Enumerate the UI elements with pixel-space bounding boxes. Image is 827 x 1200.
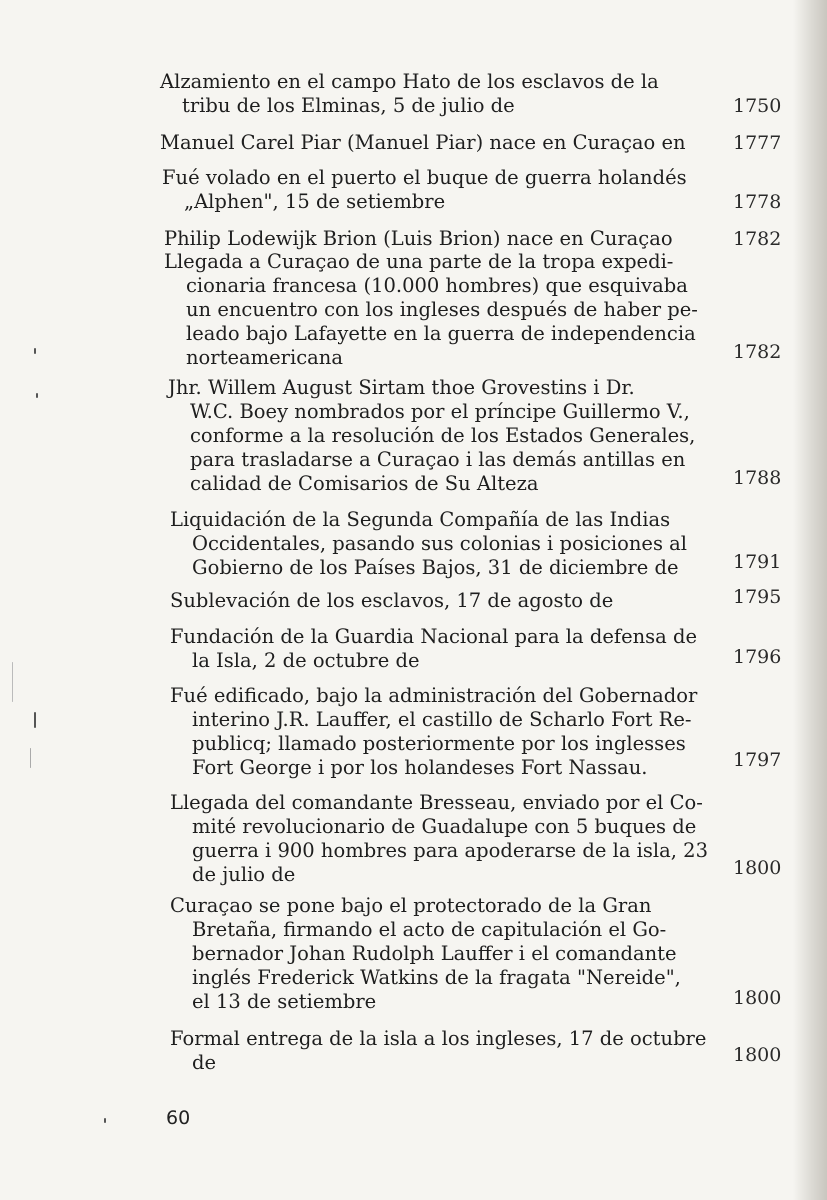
entry-line: Jhr. Willem August Sirtam thoe Grovestins i Dr. xyxy=(168,376,635,399)
entry-line: Fundación de la Guardia Nacional para la defensa de xyxy=(170,625,698,648)
margin-speck xyxy=(104,1118,106,1123)
entry-line: de xyxy=(192,1051,217,1074)
margin-speck xyxy=(36,393,38,398)
entry-line: cionaria francesa (10.000 hombres) que esquivaba xyxy=(186,274,688,297)
entry-line: Manuel Carel Piar (Manuel Piar) nace en Curaçao en xyxy=(160,131,686,154)
entry-line: Gobierno de los Países Bajos, 31 de diciembre de xyxy=(192,556,679,579)
entry-line: guerra i 900 hombres para apoderarse de la isla, 23 xyxy=(192,839,708,862)
entry-line: Llegada a Curaçao de una parte de la tropa expedi- xyxy=(164,250,674,273)
entry-line: Alzamiento en el campo Hato de los esclavos de la xyxy=(160,70,659,93)
entry-line: para trasladarse a Curaçao i las demás antillas en xyxy=(190,448,686,471)
chronology-entry xyxy=(162,166,802,214)
margin-speck xyxy=(34,712,36,728)
entry-year: 1782 xyxy=(733,341,782,363)
entry-line: Philip Lodewijk Brion (Luis Brion) nace en Curaçao xyxy=(164,227,673,250)
entry-line: el 13 de setiembre xyxy=(192,990,377,1013)
chronology-entry xyxy=(164,227,804,251)
entry-year: 1797 xyxy=(733,749,782,771)
entry-year: 1800 xyxy=(733,987,782,1009)
entry-year: 1778 xyxy=(733,191,782,213)
chronology-entry xyxy=(160,131,800,155)
entry-line: bernador Johan Rudolph Lauffer i el comandante xyxy=(192,942,677,965)
chronology-entry xyxy=(170,894,810,1014)
chronology-entry xyxy=(168,376,808,496)
entry-line: Liquidación de la Segunda Compañía de las Indias xyxy=(170,508,671,531)
chronology-entry xyxy=(170,625,810,673)
entry-line: Llegada del comandante Bresseau, enviado por el Co- xyxy=(170,791,703,814)
entry-line: Fué edificado, bajo la administración del Gobernador xyxy=(170,684,698,707)
entry-line: norteamericana xyxy=(186,346,343,369)
entry-year: 1782 xyxy=(733,228,782,250)
chronology-entry xyxy=(160,70,800,118)
chronology-entry xyxy=(170,589,810,613)
entry-line: Fué volado en el puerto el buque de guerra holandés xyxy=(162,166,687,189)
entry-line: Occidentales, pasando sus colonias i posiciones al xyxy=(192,532,688,555)
entry-year: 1788 xyxy=(733,467,782,489)
entry-line: Sublevación de los esclavos, 17 de agosto de xyxy=(170,589,614,612)
entry-line: un encuentro con los ingleses después de haber pe- xyxy=(186,298,698,321)
chronology-entry xyxy=(170,508,810,580)
entry-line: „Alphen", 15 de setiembre xyxy=(184,190,446,213)
margin-speck xyxy=(30,748,31,768)
entry-line: tribu de los Elminas, 5 de julio de xyxy=(182,94,515,117)
entry-year: 1800 xyxy=(733,1044,782,1066)
entry-line: la Isla, 2 de octubre de xyxy=(192,649,420,672)
margin-speck xyxy=(34,348,36,354)
entry-year: 1791 xyxy=(733,551,782,573)
entry-line: calidad de Comisarios de Su Alteza xyxy=(190,472,539,495)
chronology-entry xyxy=(164,250,804,370)
entry-year: 1796 xyxy=(733,646,782,668)
entry-line: W.C. Boey nombrados por el príncipe Guillermo V., xyxy=(190,400,690,423)
entry-line: Bretaña, firmando el acto de capitulación el Go- xyxy=(192,918,667,941)
entry-line: inglés Frederick Watkins de la fragata "Nereide", xyxy=(192,966,681,989)
entry-line: conforme a la resolución de los Estados Generales, xyxy=(190,424,696,447)
entry-year: 1777 xyxy=(733,132,782,154)
entry-year: 1800 xyxy=(733,857,782,879)
chronology-entry xyxy=(170,1027,810,1075)
entry-line: Fort George i por los holandeses Fort Nassau. xyxy=(192,756,648,779)
entry-line: leado bajo Lafayette en la guerra de independencia xyxy=(186,322,696,345)
entry-line: interino J.R. Lauffer, el castillo de Scharlo Fort Re- xyxy=(192,708,692,731)
entry-year: 1750 xyxy=(733,95,782,117)
margin-speck xyxy=(12,662,13,702)
entry-line: mité revolucionario de Guadalupe con 5 buques de xyxy=(192,815,697,838)
entry-line: Formal entrega de la isla a los ingleses, 17 de octubre xyxy=(170,1027,707,1050)
entry-year: 1795 xyxy=(733,586,782,608)
chronology-entry xyxy=(170,684,810,780)
entry-line: de julio de xyxy=(192,863,296,886)
chronology-entry xyxy=(170,791,810,887)
page-number: 60 xyxy=(166,1107,191,1129)
entry-line: Curaçao se pone bajo el protectorado de la Gran xyxy=(170,894,652,917)
entry-line: publicq; llamado posteriormente por los inglesses xyxy=(192,732,686,755)
